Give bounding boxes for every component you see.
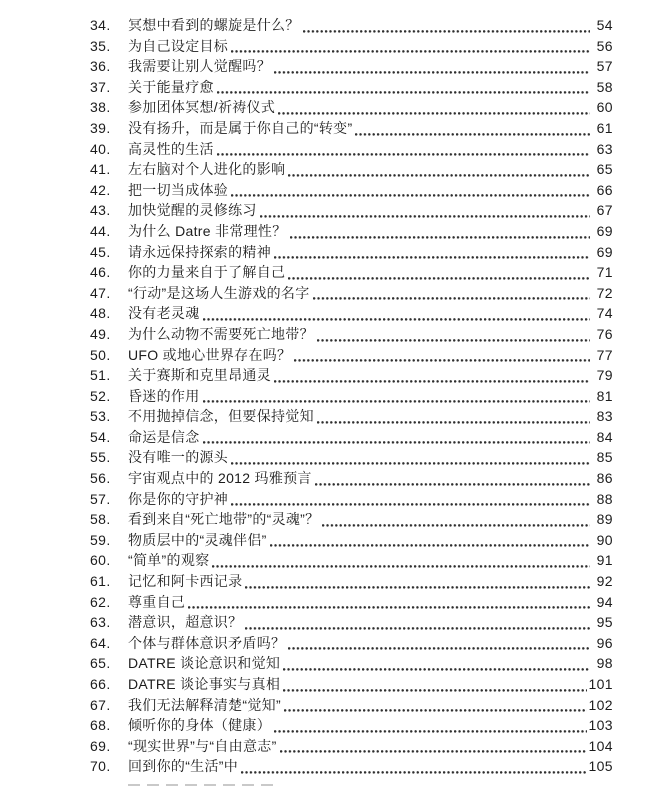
entry-title: 没有扬升，而是属于你自己的“转变”: [128, 119, 353, 136]
toc-entry[interactable]: [90, 56, 613, 77]
entry-title: 我们无法解释清楚“觉知”: [128, 696, 281, 713]
entry-number: 49.: [90, 325, 111, 342]
entry-title: 宇宙观点中的 2012 玛雅预言: [128, 470, 312, 487]
entry-number: 35.: [90, 37, 111, 54]
dotted-leader: [315, 481, 590, 487]
toc-entry[interactable]: [90, 365, 613, 386]
entry-number: 59.: [90, 531, 111, 548]
entry-page-number: 77: [596, 346, 613, 363]
entry-title: 高灵性的生活: [128, 140, 214, 157]
entry-page-number: 72: [596, 284, 613, 301]
clipped-glyph: [261, 784, 273, 791]
entry-page-number: 74: [596, 305, 613, 322]
toc-entry[interactable]: [90, 447, 613, 468]
entry-page-number: 94: [596, 593, 613, 610]
dotted-leader: [241, 769, 587, 775]
dotted-leader: [274, 69, 590, 75]
dotted-leader: [217, 89, 590, 95]
entry-page-number: 60: [596, 99, 613, 116]
entry-title: 尊重自己: [128, 593, 186, 610]
entry-number: 44.: [90, 222, 111, 239]
toc-entry[interactable]: [90, 345, 613, 366]
dotted-leader: [288, 645, 590, 651]
entry-page-number: 71: [596, 264, 613, 281]
entry-page-number: 88: [596, 490, 613, 507]
toc-entry[interactable]: [90, 674, 613, 695]
entry-number: 61.: [90, 573, 111, 590]
entry-title: 记忆和阿卡西记录: [128, 573, 243, 590]
clipped-glyph: [185, 784, 197, 791]
dotted-leader: [203, 398, 591, 404]
entry-page-number: 56: [596, 37, 613, 54]
dotted-leader: [283, 687, 587, 693]
dotted-leader: [245, 584, 590, 590]
entry-number: 67.: [90, 696, 111, 713]
clipped-glyph: [166, 784, 178, 791]
dotted-leader: [313, 295, 590, 301]
toc-entry[interactable]: [90, 530, 613, 551]
entry-page-number: 69: [596, 243, 613, 260]
dotted-leader: [217, 151, 590, 157]
toc-entry[interactable]: [90, 303, 613, 324]
toc-entry[interactable]: [90, 242, 613, 263]
entry-page-number: 98: [596, 655, 613, 672]
entry-page-number: 89: [596, 511, 613, 528]
entry-number: 56.: [90, 470, 111, 487]
entry-number: 42.: [90, 181, 111, 198]
toc-entry[interactable]: [90, 695, 613, 716]
dotted-leader: [260, 213, 590, 219]
toc-entry[interactable]: [90, 139, 613, 160]
dotted-leader: [280, 748, 588, 754]
toc-entry[interactable]: [90, 756, 613, 777]
toc-entry[interactable]: [90, 221, 613, 242]
entry-page-number: 86: [596, 470, 613, 487]
entry-page-number: 103: [588, 717, 613, 734]
entry-number: 48.: [90, 305, 111, 322]
entry-title: 冥想中看到的螺旋是什么？: [128, 17, 300, 33]
toc-entry[interactable]: [90, 633, 613, 654]
dotted-leader: [231, 192, 590, 198]
toc-entry[interactable]: [90, 592, 613, 613]
toc-entry[interactable]: [90, 97, 613, 118]
entry-title: 关于能量疗愈: [128, 78, 214, 95]
entry-title: 个体与群体意识矛盾吗？: [128, 634, 286, 651]
entry-page-number: 92: [596, 573, 613, 590]
dotted-leader: [317, 337, 590, 343]
clipped-glyph: [242, 784, 254, 791]
dotted-leader: [288, 172, 590, 178]
entry-number: 69.: [90, 737, 111, 754]
toc-entry[interactable]: [90, 509, 613, 530]
entry-title: 请永远保持探索的精神: [128, 243, 271, 260]
entry-page-number: 83: [596, 408, 613, 425]
entry-number: 58.: [90, 511, 111, 528]
entry-number: 62.: [90, 593, 111, 610]
entry-title: 我需要让别人觉醒吗？: [128, 58, 271, 75]
dotted-leader: [317, 419, 590, 425]
entry-title: 把一切当成体验: [128, 181, 229, 198]
entry-title: 参加团体冥想/祈祷仪式: [128, 99, 276, 116]
entry-title: 看到来自“死亡地带”的“灵魂”？: [128, 511, 320, 528]
dotted-leader: [303, 28, 590, 34]
entry-page-number: 102: [588, 696, 613, 713]
entry-title: 昏迷的作用: [128, 387, 200, 404]
entry-number: 45.: [90, 243, 111, 260]
dotted-leader: [284, 707, 588, 713]
toc-entry[interactable]: [90, 180, 613, 201]
entry-number: 50.: [90, 346, 111, 363]
dotted-leader: [288, 275, 590, 281]
dotted-leader: [355, 131, 590, 137]
entry-page-number: 67: [596, 202, 613, 219]
dotted-leader: [231, 460, 590, 466]
entry-title: 你的力量来自于了解自己: [128, 264, 286, 281]
toc-entry[interactable]: [90, 468, 613, 489]
dotted-leader: [294, 357, 590, 363]
toc-entry[interactable]: [90, 489, 613, 510]
entry-page-number: 104: [588, 737, 613, 754]
dotted-leader: [203, 316, 591, 322]
entry-title: DATRE 谈论意识和觉知: [128, 655, 281, 672]
entry-page-number: 85: [596, 449, 613, 466]
entry-number: 53.: [90, 408, 111, 425]
dotted-leader: [231, 48, 590, 54]
entry-page-number: 81: [596, 387, 613, 404]
toc-entry[interactable]: [90, 36, 613, 57]
entry-number: 39.: [90, 119, 111, 136]
entry-page-number: 69: [596, 222, 613, 239]
dotted-leader: [290, 234, 590, 240]
clipped-glyph: [223, 784, 235, 791]
entry-page-number: 90: [596, 531, 613, 548]
entry-number: 36.: [90, 58, 111, 75]
clipped-glyph: [147, 784, 159, 791]
entry-number: 65.: [90, 655, 111, 672]
entry-page-number: 95: [596, 614, 613, 631]
entry-title: 倾听你的身体（健康）: [128, 717, 271, 734]
dotted-leader: [278, 110, 590, 116]
dotted-leader: [245, 625, 590, 631]
toc-entry[interactable]: [90, 159, 613, 180]
clipped-next-entry: [128, 784, 548, 791]
entry-title: 物质层中的“灵魂伴侣”: [128, 531, 267, 548]
entry-number: 55.: [90, 449, 111, 466]
entry-title: 为什么动物不需要死亡地带？: [128, 325, 314, 342]
entry-title: 不用抛掉信念，但要保持觉知: [128, 408, 314, 425]
dotted-leader: [231, 501, 590, 507]
entry-title: 关于赛斯和克里昂通灵: [128, 367, 271, 384]
entry-page-number: 61: [596, 119, 613, 136]
entry-number: 41.: [90, 161, 111, 178]
toc-entry[interactable]: [90, 571, 613, 592]
dotted-leader: [283, 666, 590, 672]
clipped-glyph: [204, 784, 216, 791]
entry-number: 60.: [90, 552, 111, 569]
entry-title: DATRE 谈论事实与真相: [128, 676, 281, 692]
entry-number: 66.: [90, 676, 111, 692]
toc-entry[interactable]: [90, 324, 613, 345]
toc-entry[interactable]: [90, 736, 613, 757]
entry-title: “行动”是这场人生游戏的名字: [128, 284, 310, 301]
dotted-leader: [203, 439, 591, 445]
toc-entry[interactable]: [90, 200, 613, 221]
entry-title: 命运是信念: [128, 428, 200, 445]
entry-title: 你是你的守护神: [128, 490, 229, 507]
entry-title: 加快觉醒的灵修练习: [128, 202, 257, 219]
entry-page-number: 65: [596, 161, 613, 178]
toc-entry[interactable]: [90, 653, 613, 674]
entry-title: UFO 或地心世界存在吗？: [128, 346, 292, 363]
entry-page-number: 63: [596, 140, 613, 157]
dotted-leader: [274, 378, 590, 384]
dotted-leader: [188, 604, 590, 610]
entry-number: 47.: [90, 284, 111, 301]
entry-title: 潜意识，超意识？: [128, 614, 243, 631]
dotted-leader: [274, 254, 590, 260]
entry-title: “现实世界”与“自由意志”: [128, 737, 277, 754]
entry-number: 34.: [90, 17, 111, 33]
entry-number: 52.: [90, 387, 111, 404]
entry-page-number: 105: [588, 758, 613, 775]
dotted-leader: [212, 563, 590, 569]
entry-page-number: 66: [596, 181, 613, 198]
entry-number: 57.: [90, 490, 111, 507]
entry-number: 43.: [90, 202, 111, 219]
entry-number: 37.: [90, 78, 111, 95]
entry-title: 为什么 Datre 非常理性？: [128, 222, 287, 239]
entry-number: 64.: [90, 634, 111, 651]
entry-page-number: 54: [596, 17, 613, 33]
entry-page-number: 79: [596, 367, 613, 384]
toc-entry[interactable]: [90, 15, 613, 36]
entry-number: 40.: [90, 140, 111, 157]
entry-number: 70.: [90, 758, 111, 775]
entry-page-number: 84: [596, 428, 613, 445]
entry-page-number: 96: [596, 634, 613, 651]
toc-entry[interactable]: [90, 118, 613, 139]
dotted-leader: [274, 728, 587, 734]
entry-title: 左右脑对个人进化的影响: [128, 161, 286, 178]
toc-entry[interactable]: [90, 386, 613, 407]
toc-entry[interactable]: [90, 612, 613, 633]
entry-title: 为自己设定目标: [128, 37, 229, 54]
entry-title: 没有老灵魂: [128, 305, 200, 322]
toc-entry[interactable]: [90, 283, 613, 304]
entry-page-number: 57: [596, 58, 613, 75]
entry-title: 没有唯一的源头: [128, 449, 229, 466]
dotted-leader: [322, 522, 590, 528]
entry-number: 68.: [90, 717, 111, 734]
toc-entry[interactable]: [90, 427, 613, 448]
entry-number: 46.: [90, 264, 111, 281]
entry-page-number: 76: [596, 325, 613, 342]
entry-number: 38.: [90, 99, 111, 116]
toc-entry[interactable]: [90, 406, 613, 427]
toc-entry[interactable]: [90, 550, 613, 571]
toc-entry[interactable]: [90, 262, 613, 283]
entry-title: “简单”的观察: [128, 552, 210, 569]
entry-page-number: 101: [588, 676, 613, 692]
entry-number: 54.: [90, 428, 111, 445]
entry-number: 51.: [90, 367, 111, 384]
toc-entry[interactable]: [90, 715, 613, 736]
clipped-glyph: [128, 784, 140, 791]
toc-entry[interactable]: [90, 77, 613, 98]
dotted-leader: [270, 542, 590, 548]
entry-title: 回到你的“生活”中: [128, 758, 239, 775]
entry-number: 63.: [90, 614, 111, 631]
entry-page-number: 58: [596, 78, 613, 95]
entry-page-number: 91: [596, 552, 613, 569]
